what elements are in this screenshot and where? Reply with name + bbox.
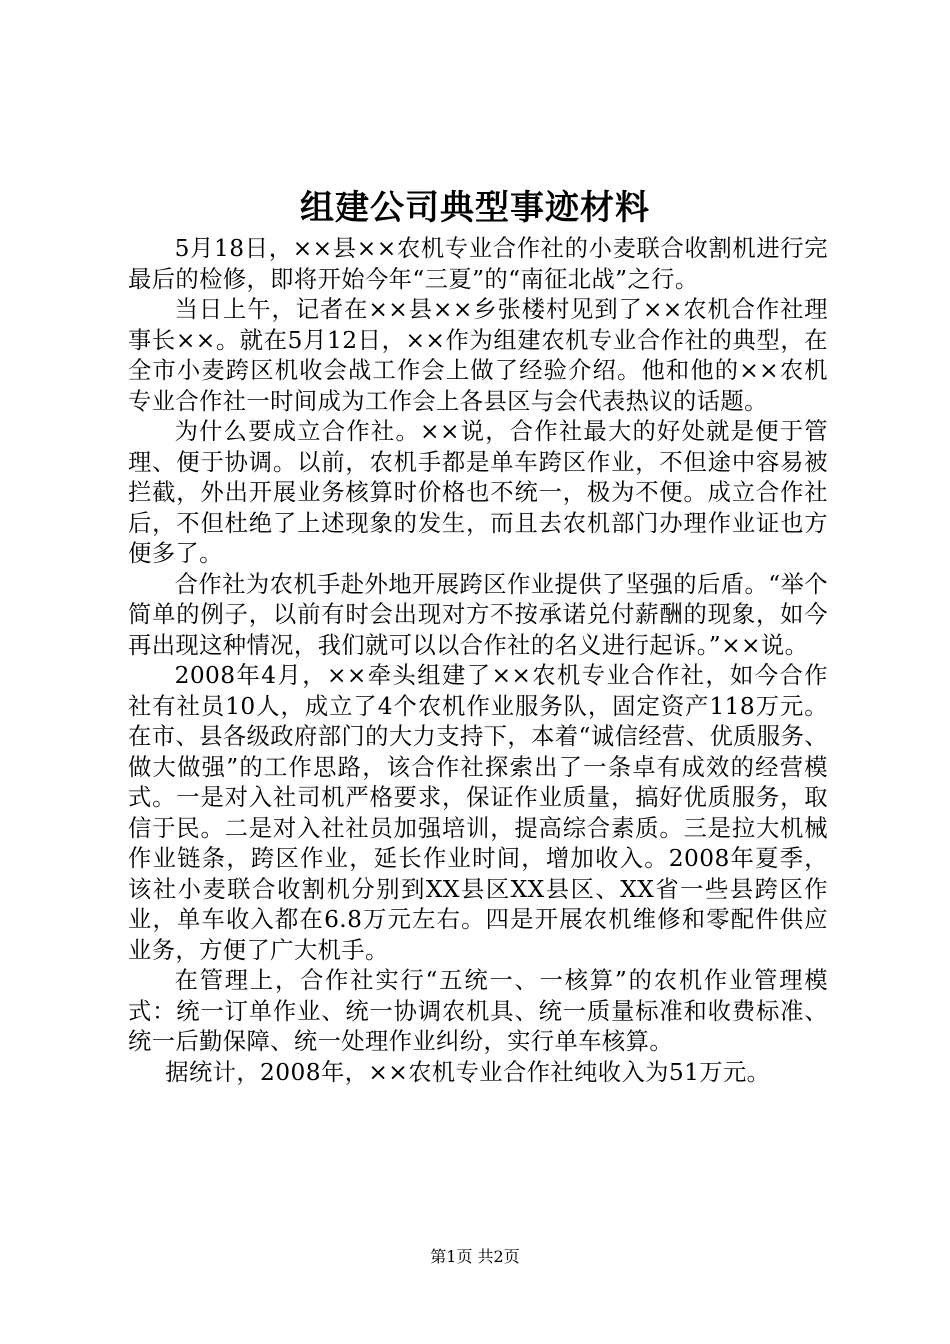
paragraph-7: 据统计，2008年，××农机专业合作社纯收入为51万元。 (165, 1058, 771, 1086)
paragraph-6: 在管理上，合作社实行“五统一、一核算”的农机作业管理模式：统一订单作业、统一协调农机具、统一质量标准和收费标准、统一后勤保障、统一处理作业纠纷，实行单车核算。 (128, 967, 828, 1055)
paragraph-2: 当日上午，记者在××县××乡张楼村见到了××农机合作社理事长××。就在5月12日，××作为组建农机专业合作社的典型，在全市小麦跨区机收会战工作会上做了经验介绍。他和他的××农机专业合作社一时间成为工作会上各县区与会代表热议的话题。 (128, 296, 828, 415)
document-title: 组建公司典型事迹材料 (300, 188, 650, 228)
paragraph-5: 2008年4月，××牵头组建了××农机专业合作社，如今合作社有社员10人，成立了4个农机作业服务队，固定资产118万元。在市、县各级政府部门的大力支持下，本着“诚信经营、优质服务、做大做强”的工作思路，该合作社探索出了一条卓有成效的经营模式。一是对入社司机严格要求，保证作业质量，搞好优质服务，取信于民。二是对入社社员加强培训，提高综合素质。三是拉大机械作业链条，跨区作业，延长作业时间，增加收入。2008年夏季，该社小麦联合收割机分别到XX县区XX县区、XX省一些县跨区作业，单车收入都在6.8万元左右。四是开展农机维修和零配件供应业务，方便了广大机手。 (128, 662, 828, 964)
page-footer: 第1页 共2页 (430, 1247, 520, 1266)
paragraph-4: 合作社为农机手赴外地开展跨区作业提供了坚强的后盾。“举个简单的例子，以前有时会出现对方不按承诺兑付薪酬的现象，如今再出现这种情况，我们就可以以合作社的名义进行起诉。”××说。 (128, 570, 828, 659)
paragraph-1: 5月18日，××县××农机专业合作社的小麦联合收割机进行完最后的检修，即将开始今年“三夏”的“南征北战”之行。 (128, 235, 828, 293)
paragraph-3: 为什么要成立合作社。××说，合作社最大的好处就是便于管理、便于协调。以前，农机手都是单车跨区作业，不但途中容易被拦截，外出开展业务核算时价格也不统一，极为不便。成立合作社后，不但杜绝了上述现象的发生，而且去农机部门办理作业证也方便多了。 (128, 418, 828, 567)
document-body (128, 234, 828, 1088)
